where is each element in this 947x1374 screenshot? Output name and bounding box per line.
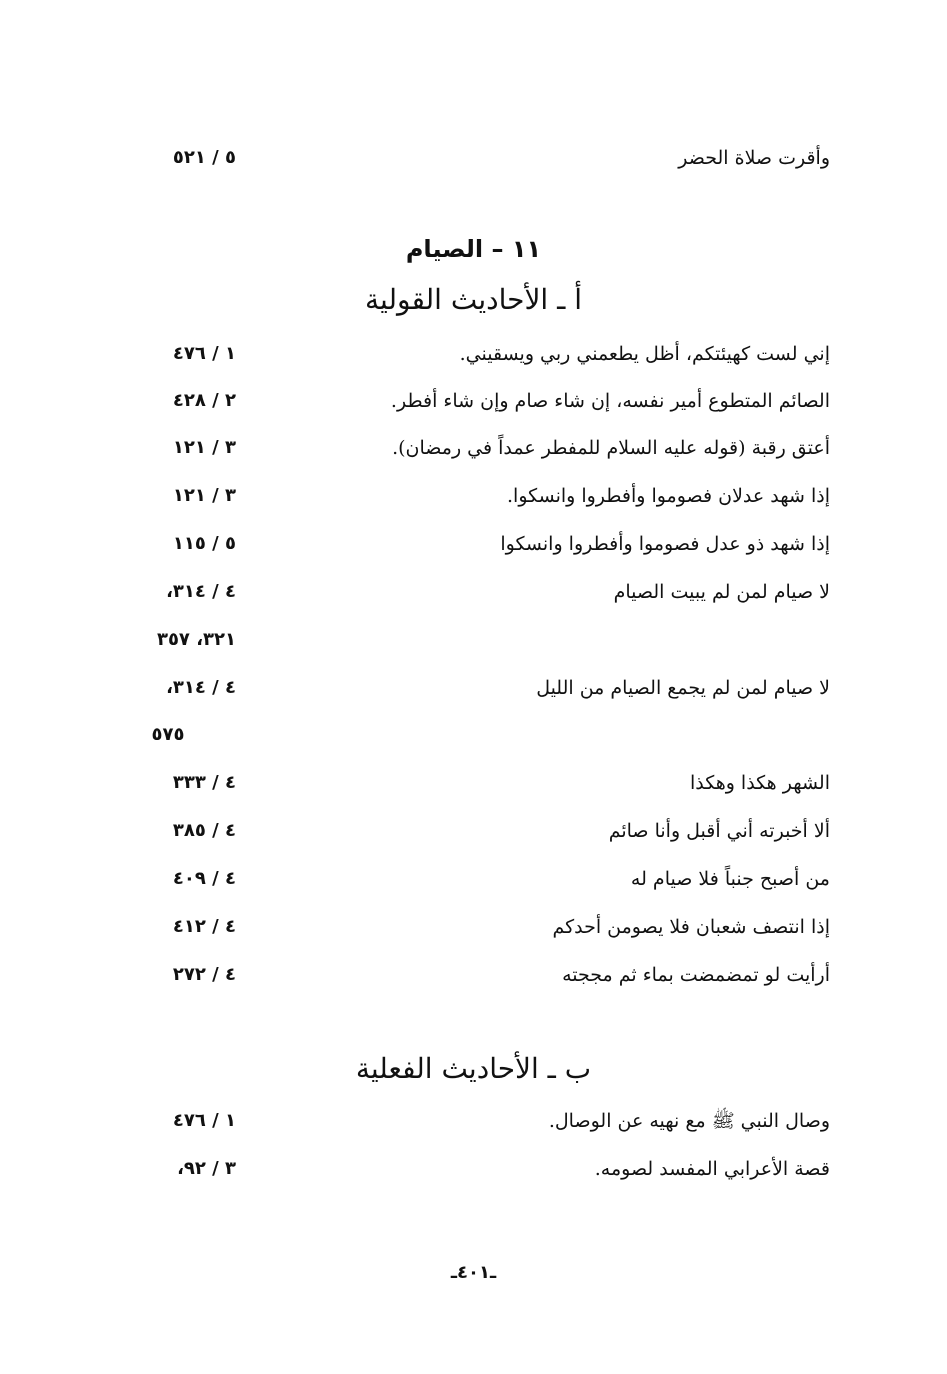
- entry-reference: ٥ / ١١٥: [172, 533, 236, 554]
- entry-reference: ٤ / ٣١٤،: [166, 581, 236, 602]
- entry-reference: ٢ / ٤٢٨: [172, 390, 236, 411]
- entry-reference: ٥ / ٥٢١: [172, 147, 236, 168]
- list-item: [110, 668, 830, 708]
- entry-text: وأقرت صلاة الحضر: [678, 147, 830, 169]
- list-item: [110, 955, 830, 995]
- list-item: [110, 1149, 830, 1189]
- section-title-sayings: أ ـ الأحاديث القولية: [365, 283, 582, 316]
- list-item: [110, 524, 830, 564]
- list-item: [110, 428, 830, 468]
- section-title-actions: ب ـ الأحاديث الفعلية: [355, 1052, 592, 1085]
- entry-text: إذا شهد عدلان فصوموا وأفطروا وانسكوا.: [507, 485, 830, 507]
- entry-reference: ٤ / ٢٧٢: [172, 964, 236, 985]
- entry-text: إني لست كهيئتكم، أظل يطعمني ربي ويسقيني.: [459, 343, 830, 365]
- entry-reference: ٣ / ٩٢،: [177, 1158, 236, 1179]
- entry-reference: ٣ / ١٢١: [172, 485, 236, 506]
- entry-reference: ٤ / ٣١٤،: [166, 677, 236, 698]
- entry-text: أعتق رقبة (قوله عليه السلام للمفطر عمداً في رمضان).: [392, 437, 830, 459]
- entry-text: وصال النبي ﷺ مع نهيه عن الوصال.: [548, 1110, 830, 1132]
- entry-text: لا صيام لمن لم يجمع الصيام من الليل: [536, 677, 830, 699]
- entry-reference: ٤ / ٤٠٩: [172, 868, 236, 889]
- list-item: [110, 763, 830, 803]
- list-item: [110, 334, 830, 374]
- list-item: [110, 381, 830, 421]
- entry-reference: ٤ / ٣٣٣: [172, 772, 236, 793]
- entry-reference: ٤ / ٣٨٥: [172, 820, 236, 841]
- list-item: [110, 811, 830, 851]
- list-item: [110, 572, 830, 612]
- entry-text: إذا انتصف شعبان فلا يصومن أحدكم: [552, 916, 830, 938]
- entry-text: لا صيام لمن لم يبيت الصيام: [613, 581, 830, 603]
- entry-text: الصائم المتطوع أمير نفسه، إن شاء صام وإن شاء أفطر.: [390, 390, 830, 412]
- list-item: [110, 859, 830, 899]
- entry-reference: ٣ / ١٢١: [172, 437, 236, 458]
- entry-text: ألا أخبرته أني أقبل وأنا صائم: [608, 820, 830, 842]
- entry-text: قصة الأعرابي المفسد لصومه.: [594, 1158, 830, 1180]
- entry-reference: ٤ / ٤١٢: [172, 916, 236, 937]
- entry-text: أرأيت لو تمضمضت بماء ثم مججته: [562, 964, 830, 986]
- entry-text: إذا شهد ذو عدل فصوموا وأفطروا وانسكوا: [500, 533, 830, 555]
- entry-text: الشهر هكذا وهكذا: [689, 772, 830, 794]
- list-item: [110, 476, 830, 516]
- chapter-title: ١١ – الصيام: [405, 235, 542, 263]
- entry-reference-continued: ٥٧٥: [151, 724, 185, 745]
- entry-reference: ١ / ٤٧٦: [172, 1110, 236, 1131]
- entry-reference: ١ / ٤٧٦: [172, 343, 236, 364]
- list-item: [110, 907, 830, 947]
- entry-reference-continued: ٣٢١، ٣٥٧: [156, 629, 236, 650]
- top-entry-row: [110, 138, 830, 178]
- list-item: [110, 1101, 830, 1141]
- entry-text: من أصبح جنباً فلا صيام له: [630, 868, 830, 890]
- page-number: ـ٤٠١ـ: [450, 1262, 497, 1283]
